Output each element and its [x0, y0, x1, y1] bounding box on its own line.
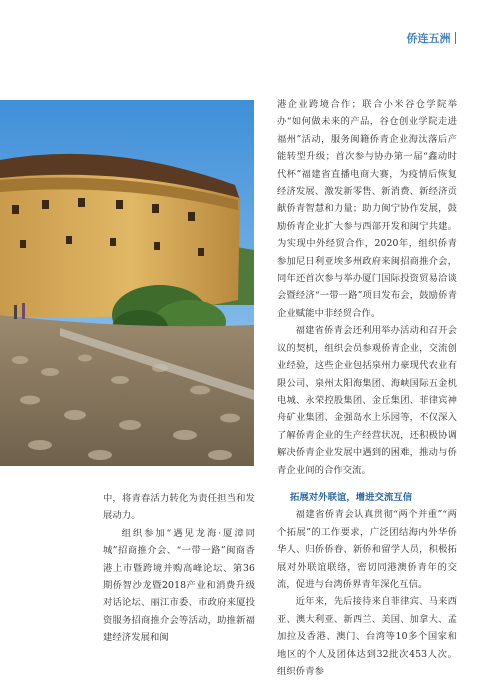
paragraph: 近年来，先后接待来自菲律宾、马来西亚、澳大利亚、新西兰、美国、加拿大、孟加拉及香港、澳门、台湾等10多个国家和地区的个人及团体达到32批次453人次。组织侨青参 [277, 596, 457, 677]
article-left-column [103, 490, 255, 647]
tulou-illustration [0, 100, 254, 466]
section-header [407, 30, 457, 46]
article-right-column [277, 96, 457, 680]
paragraph: 港企业跨境合作；联合小米谷仓学院举办“如何做未来的产品，谷仓创业学院走进福州”活动，服务闽籍侨青企业海汰落后产能转型升级；首次参与协办第一届“鑫动时代杯”福建省直播电商大赛，为疫情后恢复经济发展、激发新零售、新消费、新经济贡献侨青智慧和力量；助力闽宁协作发展，鼓励侨青企业扩大参与西部开发和闽宁共建。为实现中外经贸合作，2020年，组织侨青参加尼日利亚埃多州政府来闽招商推介会，同年还首次参与举办厦门国际投资贸易洽谈会暨经济“一带一路”项目发布会，鼓励侨青企业赋能中非经贸合作。 [277, 99, 457, 319]
section-label: 侨连五洲 [406, 32, 451, 45]
paragraph: 组织参加“遇见龙海·厦漳同城”招商推介会、“一带一路”闽商香港上市暨跨境并购高峰论坛、第36期侨智沙龙暨2018产业和消费升级对话论坛、丽江市委、市政府来厦投资服务招商推介会等活动，助推新福建经济发展和闽 [103, 527, 255, 644]
paragraph: 中，将青春活力转化为责任担当和发展动力。 [103, 493, 255, 522]
paragraph: 福建省侨青会认真贯彻“两个并重”“两个拓展”的工作要求，广泛团结海内外华侨华人、归侨侨眷、新侨和留学人员，积极拓展对外联谊联络，密切同港澳侨青年的交流，促进与台湾侨界青年深化互信。 [277, 509, 457, 590]
paragraph: 福建省侨青会还利用举办活动和召开会议的契机，组织会员参观侨青企业，交流创业经验，这些企业包括泉州力豪现代农业有限公司、泉州太阳海集团、海峡国际五金机电城、永荣控股集团、金丘集团、菲律宾神舟矿业集团、金强岛水上乐园等，不仅深入了解侨青企业的生产经营状况，还积极协调解决侨青企业发展中遇到的困难，推动与侨青企业间的合作交流。 [277, 325, 457, 476]
header-divider [455, 32, 457, 44]
section-heading: 拓展对外联谊，增进交流互信 [290, 491, 413, 503]
tulou-photo [0, 100, 254, 466]
